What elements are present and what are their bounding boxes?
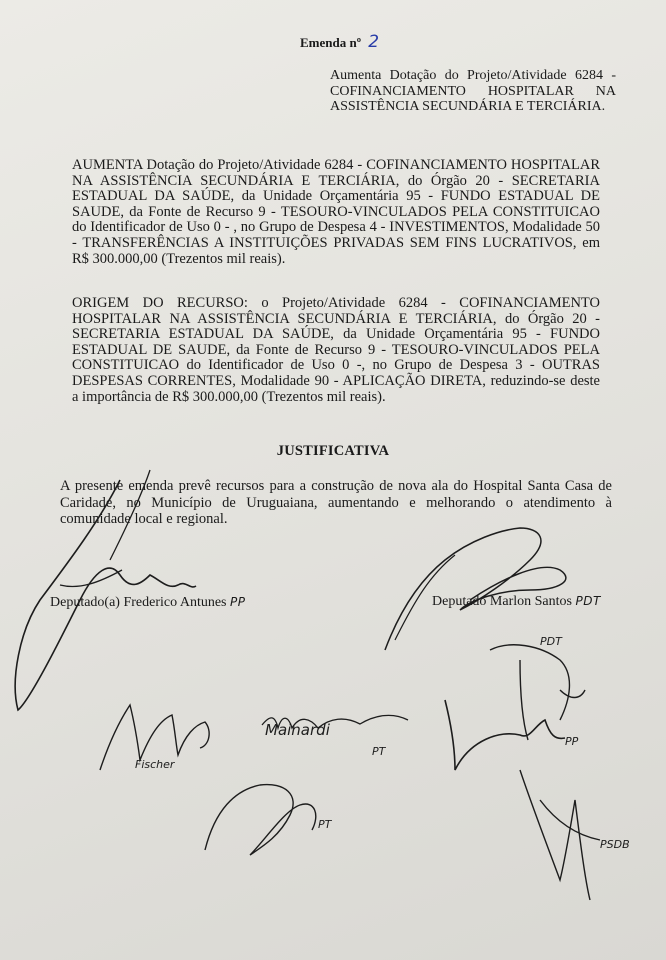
signature-pp	[445, 700, 565, 770]
increase-paragraph: AUMENTA Dotação do Projeto/Atividade 6284 - COFINANCIAMENTO HOSPITALAR NA ASSISTÊNCIA SECUNDÁRIA E TERCIÁRIA, do Órgão 20 - SECRETARIA ESTADUAL DA SAÚDE, da Unidade Orçamentária 95 - FUNDO ESTADUAL DE SAUDE, da Fonte de Recurso 9 - TESOURO-VINCULADOS PELA CONSTITUICAO do Identificador de Uso 0 - , no Grupo de Despesa 4 - INVESTIMENTOS, Modalidade 50 - TRANSFERÊNCIAS A INSTITUIÇÕES PRIVADAS SEM FINS LUCRATIVOS, em R$ 300.000,00 (Trezentos mil reais).	[72, 157, 600, 267]
justification-title: JUSTIFICATIVA	[276, 443, 390, 459]
amendment-header	[300, 32, 379, 52]
note-pt-2: PT	[318, 818, 332, 831]
note-pt-1: PT	[372, 745, 386, 758]
signature-pt	[205, 785, 316, 855]
signer-party: PP	[230, 595, 246, 609]
signer-name: Deputado Marlon Santos	[432, 594, 572, 609]
signer-name: Deputado(a) Frederico Antunes	[50, 595, 227, 610]
amendment-number: 2	[368, 32, 380, 52]
note-pp: PP	[565, 735, 579, 748]
justification-text: A presente emenda prevê recursos para a construção de nova ala do Hospital Santa Casa de Caridade, no Município de Uruguaiana, aumentando e melhorando o atendimento à comunidade local e regional.	[60, 478, 612, 527]
note-psdb: PSDB	[600, 838, 630, 851]
signature-psdb	[520, 770, 600, 900]
resource-origin-paragraph: ORIGEM DO RECURSO: o Projeto/Atividade 6284 - COFINANCIAMENTO HOSPITALAR NA ASSISTÊNCIA SECUNDÁRIA E TERCIÁRIA, do Órgão 20 - SECRETARIA ESTADUAL DA SAÚDE, da Unidade Orçamentária 95 - FUNDO ESTADUAL DE SAUDE, da Fonte de Recurso 9 - TESOURO-VINCULADOS PELA CONSTITUICAO do Identificador de Uso 0 -, no Grupo de Despesa 3 - OUTRAS DESPESAS CORRENTES, Modalidade 90 - APLICAÇÃO DIRETA, reduzindo-se deste a importância de R$ 300.000,00 (Trezentos mil reais).	[72, 295, 600, 405]
ementa-summary: Aumenta Dotação do Projeto/Atividade 6284 - COFINANCIAMENTO HOSPITALAR NA ASSISTÊNCIA SECUNDÁRIA E TERCIÁRIA.	[330, 68, 616, 114]
signer-party: PDT	[575, 594, 601, 608]
signer-marlon	[432, 594, 601, 610]
note-pdt: PDT	[540, 635, 562, 648]
signer-frederico	[50, 595, 245, 611]
signature-fischer	[100, 705, 209, 770]
amendment-label: Emenda nº	[300, 35, 362, 50]
note-fischer: Fischer	[135, 758, 175, 771]
note-mainardi: Mainardi	[265, 721, 330, 739]
signature-marlon	[385, 528, 566, 650]
